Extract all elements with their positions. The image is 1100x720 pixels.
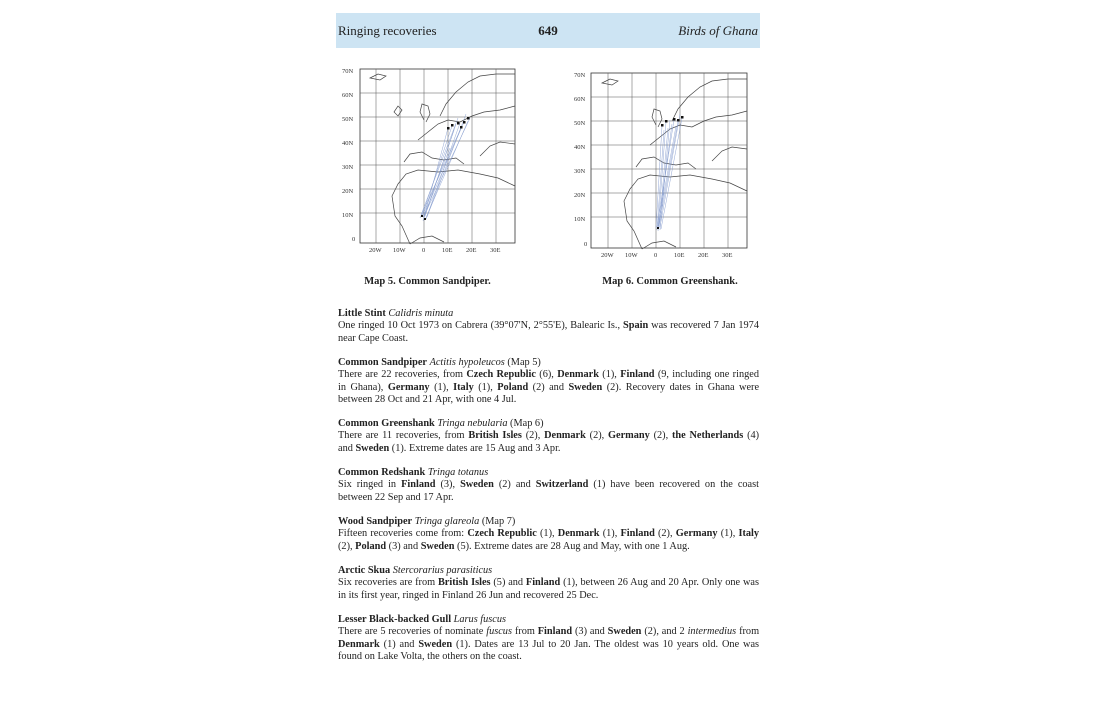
species-entry-wood-sandpiper bbox=[338, 516, 759, 553]
species-entry-common-greenshank bbox=[338, 418, 759, 455]
species-common-name: Common Redshank bbox=[338, 467, 426, 478]
page-header bbox=[336, 13, 760, 48]
map-5-caption: Map 5. Common Sandpiper. bbox=[364, 276, 491, 287]
species-scientific-name: Actitis hypoleucos bbox=[429, 357, 505, 368]
map-6-figure bbox=[574, 70, 754, 262]
header-section-title: Ringing recoveries bbox=[338, 23, 437, 38]
map-6-lat-label: 30N bbox=[574, 168, 586, 175]
map-6-lon-label: 10W bbox=[625, 252, 638, 259]
map-reference: (Map 6) bbox=[510, 418, 544, 429]
species-entry-common-sandpiper bbox=[338, 357, 759, 406]
species-scientific-name: Tringa glareola bbox=[414, 516, 480, 527]
map-6-lat-label: 40N bbox=[574, 144, 586, 151]
map-5-lon-label: 20E bbox=[466, 247, 477, 254]
map-6-lat-label: 20N bbox=[574, 192, 586, 199]
map-6-lat-label: 0 bbox=[584, 241, 588, 248]
header-book-title: Birds of Ghana bbox=[678, 23, 758, 38]
map-6-caption: Map 6. Common Greenshank. bbox=[602, 276, 738, 287]
species-text: One ringed 10 Oct 1973 on Cabrera (39°07'N, 2°55'E), Balearic Is., Spain was recovered 7 Jan 1974 near Cape Coast. bbox=[338, 320, 759, 344]
map-6-lat-label: 70N bbox=[574, 72, 586, 79]
map-6-lon-label: 10E bbox=[674, 252, 685, 259]
map-common-greenshank bbox=[574, 70, 754, 262]
species-common-name: Common Sandpiper bbox=[338, 357, 427, 368]
map-5-lat-label: 10N bbox=[342, 212, 354, 219]
map-5-lon-label: 0 bbox=[422, 247, 426, 254]
map-6-lat-label: 60N bbox=[574, 96, 586, 103]
species-entry-common-redshank bbox=[338, 467, 759, 504]
map-5-lat-label: 0 bbox=[352, 236, 356, 243]
map-5-lat-label: 70N bbox=[342, 68, 354, 75]
species-common-name: Arctic Skua bbox=[338, 565, 391, 576]
species-scientific-name: Calidris minuta bbox=[388, 308, 454, 319]
species-text: There are 22 recoveries, from Czech Republic (6), Denmark (1), Finland (9, including one ringed in Ghana), Germany (1), Italy (1), Poland (2) and Sweden (2). Recovery dates in Ghana were between 28 Oct and 21 Apr, with one 4 Jul. bbox=[338, 369, 760, 405]
map-5-lat-label: 30N bbox=[342, 164, 354, 171]
species-common-name: Lesser Black-backed Gull bbox=[338, 614, 452, 625]
species-common-name: Little Stint bbox=[338, 308, 386, 319]
species-common-name: Wood Sandpiper bbox=[338, 516, 413, 527]
map-5-lon-label: 30E bbox=[490, 247, 501, 254]
map-5-lon-label: 10E bbox=[442, 247, 453, 254]
map-5-lat-label: 40N bbox=[342, 140, 354, 147]
map-5-lat-label: 60N bbox=[342, 92, 354, 99]
species-entry-lesser-black-backed-gull bbox=[338, 614, 759, 663]
species-entry-arctic-skua bbox=[338, 565, 759, 602]
map-5-lat-label: 20N bbox=[342, 188, 354, 195]
map-5-lat-label: 50N bbox=[342, 116, 354, 123]
species-entry-little-stint bbox=[338, 308, 759, 345]
map-6-lat-label: 10N bbox=[574, 216, 586, 223]
species-text: Six ringed in Finland (3), Sweden (2) and Switzerland (1) have been recovered on the coast between 22 Sep and 17 Apr. bbox=[338, 479, 759, 503]
map-common-sandpiper bbox=[340, 66, 520, 256]
species-scientific-name: Tringa totanus bbox=[427, 467, 489, 478]
map-5-lon-label: 10W bbox=[393, 247, 406, 254]
map-6-lon-label: 20E bbox=[698, 252, 709, 259]
species-scientific-name: Tringa nebularia bbox=[437, 418, 508, 429]
species-text: Six recoveries are from British Isles (5) and Finland (1), between 26 Aug and 20 Apr. Only one was in its first year, ringed in Finland 26 Jun and recovered 25 Dec. bbox=[338, 577, 759, 601]
map-6-lon-label: 30E bbox=[722, 252, 733, 259]
map-reference: (Map 7) bbox=[481, 516, 516, 527]
map-5-lon-label: 20W bbox=[369, 247, 382, 254]
page-number: 649 bbox=[538, 23, 558, 38]
species-text: Fifteen recoveries come from: Czech Republic (1), Denmark (1), Finland (2), Germany (1), Italy (2), Poland (3) and Sweden (5). Extreme dates are 28 Aug and May, with one 1 Aug. bbox=[338, 528, 760, 552]
species-text: There are 11 recoveries, from British Isles (2), Denmark (2), Germany (2), the Netherlands (4) and Sweden (1). Extreme dates are 15 Aug and 3 Apr. bbox=[338, 430, 760, 454]
map-5-figure bbox=[340, 66, 520, 256]
map-reference: (Map 5) bbox=[507, 357, 541, 368]
species-scientific-name: Stercorarius parasiticus bbox=[392, 565, 493, 576]
map-6-lon-label: 0 bbox=[654, 252, 658, 259]
map-6-lat-label: 50N bbox=[574, 120, 586, 127]
species-text: There are 5 recoveries of nominate fuscus from Finland (3) and Sweden (2), and 2 intermedius from Denmark (1) and Sweden (1). Dates are 13 Jul to 20 Jan. The oldest was 10 years old. One was found on Lake Volta, the others on the coast. bbox=[338, 626, 760, 662]
species-scientific-name: Larus fuscus bbox=[453, 614, 507, 625]
species-common-name: Common Greenshank bbox=[338, 418, 435, 429]
map-6-lon-label: 20W bbox=[601, 252, 614, 259]
